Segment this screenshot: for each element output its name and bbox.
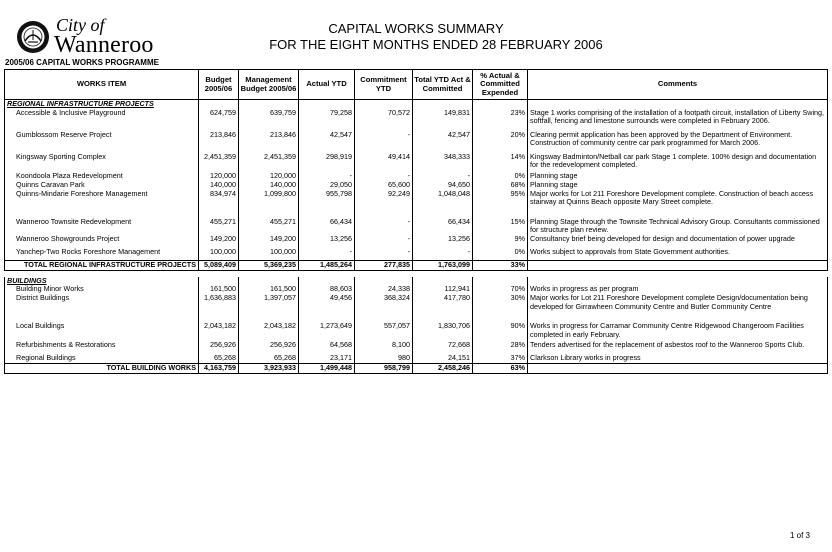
- section-heading-row: [5, 277, 828, 286]
- total-total-cell: 2,458,246: [413, 364, 473, 374]
- empty-cell: [528, 260, 828, 270]
- commit-cell: -: [355, 235, 413, 248]
- actual-cell: 23,171: [299, 354, 355, 364]
- budget-cell: 455,271: [199, 218, 239, 235]
- commit-cell: 557,057: [355, 322, 413, 341]
- col-header-commitment: Commitment YTD: [355, 70, 413, 100]
- commit-cell: 24,338: [355, 285, 413, 294]
- empty-cell: [299, 100, 355, 109]
- total-cell: 24,151: [413, 354, 473, 364]
- empty-cell: [355, 100, 413, 109]
- commit-cell: 49,414: [355, 153, 413, 172]
- table-row: [5, 248, 828, 261]
- comment-cell: Clarkson Library works in progress: [528, 354, 828, 364]
- works-item-cell: District Buildings: [5, 294, 199, 322]
- capital-works-table: [4, 69, 828, 374]
- comment-cell: Planning stage: [528, 172, 828, 181]
- total-cell: -: [413, 172, 473, 181]
- table-row: [5, 131, 828, 153]
- budget-cell: 149,200: [199, 235, 239, 248]
- comment-cell: Major works for Lot 211 Foreshore Development complete Design/documentation being developed for Girrawheen Community Centre and Butler Community Centre: [528, 294, 828, 322]
- works-item-cell: Accessible & Inclusive Playground: [5, 109, 199, 131]
- actual-cell: 64,568: [299, 341, 355, 354]
- budget-cell: 140,000: [199, 181, 239, 190]
- table-row: [5, 285, 828, 294]
- budget-cell: 256,926: [199, 341, 239, 354]
- section-heading-row: [5, 100, 828, 109]
- total-cell: 149,831: [413, 109, 473, 131]
- pct-cell: 30%: [473, 294, 528, 322]
- works-item-cell: Koondoola Plaza Redevelopment: [5, 172, 199, 181]
- empty-cell: [473, 277, 528, 286]
- commit-cell: -: [355, 248, 413, 261]
- section-heading: REGIONAL INFRASTRUCTURE PROJECTS: [5, 100, 199, 109]
- table-row: [5, 354, 828, 364]
- mgmt-cell: 140,000: [239, 181, 299, 190]
- works-item-cell: Building Minor Works: [5, 285, 199, 294]
- actual-cell: 29,050: [299, 181, 355, 190]
- total-row: [5, 364, 828, 374]
- total-cell: -: [413, 248, 473, 261]
- actual-cell: 955,798: [299, 190, 355, 218]
- empty-cell: [413, 277, 473, 286]
- total-cell: 348,333: [413, 153, 473, 172]
- table-row: [5, 181, 828, 190]
- total-actual-cell: 1,499,448: [299, 364, 355, 374]
- total-label: TOTAL BUILDING WORKS: [5, 364, 199, 374]
- empty-cell: [355, 277, 413, 286]
- budget-cell: 1,636,883: [199, 294, 239, 322]
- mgmt-cell: 256,926: [239, 341, 299, 354]
- mgmt-cell: 2,451,359: [239, 153, 299, 172]
- total-cell: 13,256: [413, 235, 473, 248]
- mgmt-cell: 149,200: [239, 235, 299, 248]
- works-item-cell: Refurbishments & Restorations: [5, 341, 199, 354]
- mgmt-cell: 120,000: [239, 172, 299, 181]
- table-row: [5, 322, 828, 341]
- actual-cell: 1,273,649: [299, 322, 355, 341]
- mgmt-cell: 455,271: [239, 218, 299, 235]
- comment-cell: Works in progress for Carramar Community Centre Ridgewood Changeroom Facilities completed in early February.: [528, 322, 828, 341]
- actual-cell: 66,434: [299, 218, 355, 235]
- total-cell: 66,434: [413, 218, 473, 235]
- logo-name-text: Wanneroo: [54, 32, 154, 58]
- table-row: [5, 294, 828, 322]
- report-title: CAPITAL WORKS SUMMARY: [328, 21, 504, 36]
- mgmt-cell: 2,043,182: [239, 322, 299, 341]
- mgmt-cell: 65,268: [239, 354, 299, 364]
- pct-cell: 23%: [473, 109, 528, 131]
- commit-cell: 65,600: [355, 181, 413, 190]
- comment-cell: Planning Stage through the Townsite Technical Advisory Group. Consultants commissioned for structure plan review.: [528, 218, 828, 235]
- actual-cell: 13,256: [299, 235, 355, 248]
- empty-cell: [528, 364, 828, 374]
- commit-cell: 92,249: [355, 190, 413, 218]
- works-item-cell: Kingsway Sporting Complex: [5, 153, 199, 172]
- total-cell: 1,048,048: [413, 190, 473, 218]
- table-row: [5, 153, 828, 172]
- mgmt-cell: 1,397,057: [239, 294, 299, 322]
- works-item-cell: Local Buildings: [5, 322, 199, 341]
- col-header-total: Total YTD Act & Committed: [413, 70, 473, 100]
- works-item-cell: Quinns Caravan Park: [5, 181, 199, 190]
- table-row: [5, 109, 828, 131]
- col-header-mgmt-budget: Management Budget 2005/06: [239, 70, 299, 100]
- empty-cell: [528, 100, 828, 109]
- actual-cell: 298,919: [299, 153, 355, 172]
- total-budget-cell: 5,089,409: [199, 260, 239, 270]
- empty-cell: [299, 277, 355, 286]
- page-number: 1 of 3: [789, 531, 810, 540]
- logo-city-text: City of: [56, 15, 105, 35]
- report-subtitle: FOR THE EIGHT MONTHS ENDED 28 FEBRUARY 2006: [269, 37, 603, 52]
- works-item-cell: Quinns-Mindarie Foreshore Management: [5, 190, 199, 218]
- comment-cell: Tenders advertised for the replacement of asbestos roof to the Wanneroo Sports Club.: [528, 341, 828, 354]
- mgmt-cell: 100,000: [239, 248, 299, 261]
- programme-label: 2005/06 CAPITAL WORKS PROGRAMME: [5, 58, 159, 67]
- budget-cell: 624,759: [199, 109, 239, 131]
- pct-cell: 0%: [473, 172, 528, 181]
- table-row: [5, 218, 828, 235]
- pct-cell: 95%: [473, 190, 528, 218]
- works-item-cell: Wanneroo Showgrounds Project: [5, 235, 199, 248]
- comment-cell: Stage 1 works comprising of the installation of a footpath circuit, installation of Liberty Swing, softfall, fencing and limestone surrounds were completed in February 2006.: [528, 109, 828, 131]
- mgmt-cell: 639,759: [239, 109, 299, 131]
- actual-cell: -: [299, 172, 355, 181]
- total-cell: 72,668: [413, 341, 473, 354]
- commit-cell: 368,324: [355, 294, 413, 322]
- pct-cell: 68%: [473, 181, 528, 190]
- total-mgmt-cell: 5,369,235: [239, 260, 299, 270]
- total-row: [5, 260, 828, 270]
- total-actual-cell: 1,485,264: [299, 260, 355, 270]
- budget-cell: 120,000: [199, 172, 239, 181]
- commit-cell: 8,100: [355, 341, 413, 354]
- budget-cell: 65,268: [199, 354, 239, 364]
- commit-cell: -: [355, 218, 413, 235]
- budget-cell: 2,451,359: [199, 153, 239, 172]
- total-budget-cell: 4,163,759: [199, 364, 239, 374]
- empty-cell: [239, 277, 299, 286]
- budget-cell: 100,000: [199, 248, 239, 261]
- col-header-comments: Comments: [528, 70, 828, 100]
- col-header-pct: % Actual & Committed Expended: [473, 70, 528, 100]
- total-cell: 94,650: [413, 181, 473, 190]
- commit-cell: 980: [355, 354, 413, 364]
- total-commit-cell: 958,799: [355, 364, 413, 374]
- total-cell: 42,547: [413, 131, 473, 153]
- works-item-cell: Gumblossom Reserve Project: [5, 131, 199, 153]
- budget-cell: 834,974: [199, 190, 239, 218]
- comment-cell: Clearing permit application has been approved by the Department of Environment. Construction of community centre car park programmed for March 2006.: [528, 131, 828, 153]
- empty-cell: [413, 100, 473, 109]
- mgmt-cell: 1,099,800: [239, 190, 299, 218]
- comment-cell: Works subject to approvals from State Government authorities.: [528, 248, 828, 261]
- comment-cell: Planning stage: [528, 181, 828, 190]
- section-heading: BUILDINGS: [5, 277, 199, 286]
- pct-cell: 0%: [473, 248, 528, 261]
- empty-cell: [239, 100, 299, 109]
- table-header-row: [5, 70, 828, 100]
- empty-cell: [528, 277, 828, 286]
- pct-cell: 70%: [473, 285, 528, 294]
- pct-cell: 9%: [473, 235, 528, 248]
- actual-cell: -: [299, 248, 355, 261]
- mgmt-cell: 161,500: [239, 285, 299, 294]
- commit-cell: -: [355, 172, 413, 181]
- table-row: [5, 172, 828, 181]
- col-header-item: WORKS ITEM: [5, 70, 199, 100]
- works-item-cell: Regional Buildings: [5, 354, 199, 364]
- pct-cell: 15%: [473, 218, 528, 235]
- commit-cell: -: [355, 131, 413, 153]
- total-pct-cell: 33%: [473, 260, 528, 270]
- total-cell: 1,830,706: [413, 322, 473, 341]
- pct-cell: 14%: [473, 153, 528, 172]
- pct-cell: 90%: [473, 322, 528, 341]
- works-item-cell: Wanneroo Townsite Redevelopment: [5, 218, 199, 235]
- total-cell: 112,941: [413, 285, 473, 294]
- col-header-budget: Budget 2005/06: [199, 70, 239, 100]
- actual-cell: 79,258: [299, 109, 355, 131]
- comment-cell: Kingsway Badminton/Netball car park Stage 1 complete. 100% design and documentation for the redevelopment completed.: [528, 153, 828, 172]
- total-cell: 417,780: [413, 294, 473, 322]
- budget-cell: 161,500: [199, 285, 239, 294]
- pct-cell: 20%: [473, 131, 528, 153]
- empty-cell: [473, 100, 528, 109]
- actual-cell: 88,603: [299, 285, 355, 294]
- pct-cell: 37%: [473, 354, 528, 364]
- total-total-cell: 1,763,099: [413, 260, 473, 270]
- comment-cell: Consultancy brief being developed for design and documentation of power upgrade: [528, 235, 828, 248]
- pct-cell: 28%: [473, 341, 528, 354]
- empty-cell: [199, 100, 239, 109]
- works-item-cell: Yanchep-Two Rocks Foreshore Management: [5, 248, 199, 261]
- total-mgmt-cell: 3,923,933: [239, 364, 299, 374]
- col-header-actual: Actual YTD: [299, 70, 355, 100]
- budget-cell: 2,043,182: [199, 322, 239, 341]
- comment-cell: Major works for Lot 211 Foreshore Development complete. Construction of beach access stairway at Quinns Beach opposite Mary Street complete.: [528, 190, 828, 218]
- total-label: TOTAL REGIONAL INFRASTRUCTURE PROJECTS: [5, 260, 199, 270]
- table-row: [5, 235, 828, 248]
- actual-cell: 42,547: [299, 131, 355, 153]
- total-pct-cell: 63%: [473, 364, 528, 374]
- table-row: [5, 190, 828, 218]
- commit-cell: 70,572: [355, 109, 413, 131]
- table-row: [5, 341, 828, 354]
- mgmt-cell: 213,846: [239, 131, 299, 153]
- empty-cell: [199, 277, 239, 286]
- budget-cell: 213,846: [199, 131, 239, 153]
- actual-cell: 49,456: [299, 294, 355, 322]
- total-commit-cell: 277,835: [355, 260, 413, 270]
- comment-cell: Works in progress as per program: [528, 285, 828, 294]
